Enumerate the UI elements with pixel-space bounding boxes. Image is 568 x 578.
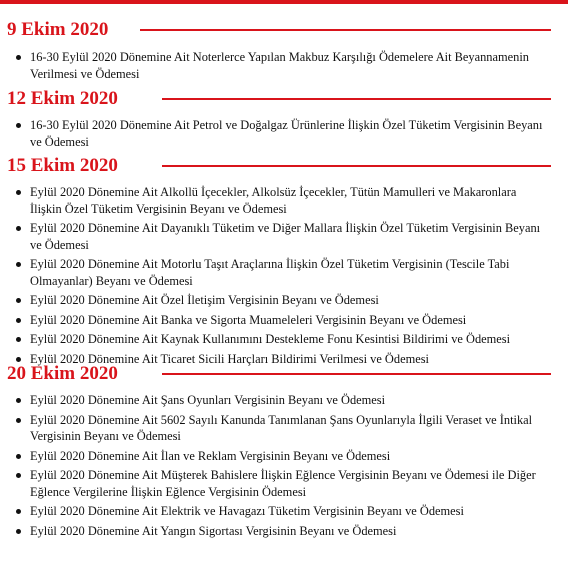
list-item: Eylül 2020 Dönemine Ait 5602 Sayılı Kanunda Tanımlanan Şans Oyunlarıyla İlgili Veraset ve İntikal Vergisinin Beyanı ve Ödemesi <box>0 412 568 445</box>
section-heading-row <box>0 362 568 386</box>
item-list <box>0 117 568 150</box>
list-item: Eylül 2020 Dönemine Ait İlan ve Reklam Vergisinin Beyanı ve Ödemesi <box>0 448 568 465</box>
item-list <box>0 392 568 539</box>
section-heading: 20 Ekim 2020 <box>7 363 118 384</box>
section-rule <box>140 29 551 31</box>
section-heading: 12 Ekim 2020 <box>7 88 118 109</box>
section-15-ekim <box>0 154 568 370</box>
list-item: 16-30 Eylül 2020 Dönemine Ait Noterlerce Yapılan Makbuz Karşılığı Ödemelere Ait Beyannamenin Verilmesi ve Ödemesi <box>0 49 568 82</box>
item-list <box>0 184 568 367</box>
section-heading: 9 Ekim 2020 <box>7 19 109 40</box>
list-item: Eylül 2020 Dönemine Ait Şans Oyunları Vergisinin Beyanı ve Ödemesi <box>0 392 568 409</box>
list-item: Eylül 2020 Dönemine Ait Yangın Sigortası Vergisinin Beyanı ve Ödemesi <box>0 523 568 540</box>
list-item: Eylül 2020 Dönemine Ait Kaynak Kullanımını Destekleme Fonu Kesintisi Bildirimi ve Ödemesi <box>0 331 568 348</box>
list-item: Eylül 2020 Dönemine Ait Özel İletişim Vergisinin Beyanı ve Ödemesi <box>0 292 568 309</box>
list-item: Eylül 2020 Dönemine Ait Elektrik ve Havagazı Tüketim Vergisinin Beyanı ve Ödemesi <box>0 503 568 520</box>
section-20-ekim <box>0 362 568 542</box>
list-item: Eylül 2020 Dönemine Ait Motorlu Taşıt Araçlarına İlişkin Özel Tüketim Vergisinin (Tescile Tabi Olmayanlar) Beyanı ve Ödemesi <box>0 256 568 289</box>
list-item: Eylül 2020 Dönemine Ait Dayanıklı Tüketim ve Diğer Mallara İlişkin Özel Tüketim Vergisinin Beyanı ve Ödemesi <box>0 220 568 253</box>
section-heading-row <box>0 87 568 111</box>
section-heading: 15 Ekim 2020 <box>7 155 118 176</box>
list-item: 16-30 Eylül 2020 Dönemine Ait Petrol ve Doğalgaz Ürünlerine İlişkin Özel Tüketim Vergisinin Beyanı ve Ödemesi <box>0 117 568 150</box>
section-9-ekim <box>0 18 568 85</box>
list-item: Eylül 2020 Dönemine Ait Alkollü İçecekler, Alkolsüz İçecekler, Tütün Mamulleri ve Makaronlara İlişkin Özel Tüketim Vergisinin Beyanı ve Ödemesi <box>0 184 568 217</box>
list-item: Eylül 2020 Dönemine Ait Banka ve Sigorta Muameleleri Vergisinin Beyanı ve Ödemesi <box>0 312 568 329</box>
section-rule <box>162 373 551 375</box>
top-accent-bar <box>0 0 568 4</box>
section-heading-row <box>0 154 568 178</box>
section-rule <box>162 98 551 100</box>
section-12-ekim <box>0 87 568 153</box>
list-item: Eylül 2020 Dönemine Ait Müşterek Bahislere İlişkin Eğlence Vergisinin Beyanı ve Ödemesi ile Diğer Eğlence Vergilerine İlişkin Eğlence Vergisinin Ödemesi <box>0 467 568 500</box>
section-rule <box>162 165 551 167</box>
item-list <box>0 49 568 82</box>
list-item: Eylül 2020 Dönemine Ait Ticaret Sicili Harçları Bildirimi Verilmesi ve Ödemesi <box>0 351 568 368</box>
section-heading-row <box>0 18 568 42</box>
